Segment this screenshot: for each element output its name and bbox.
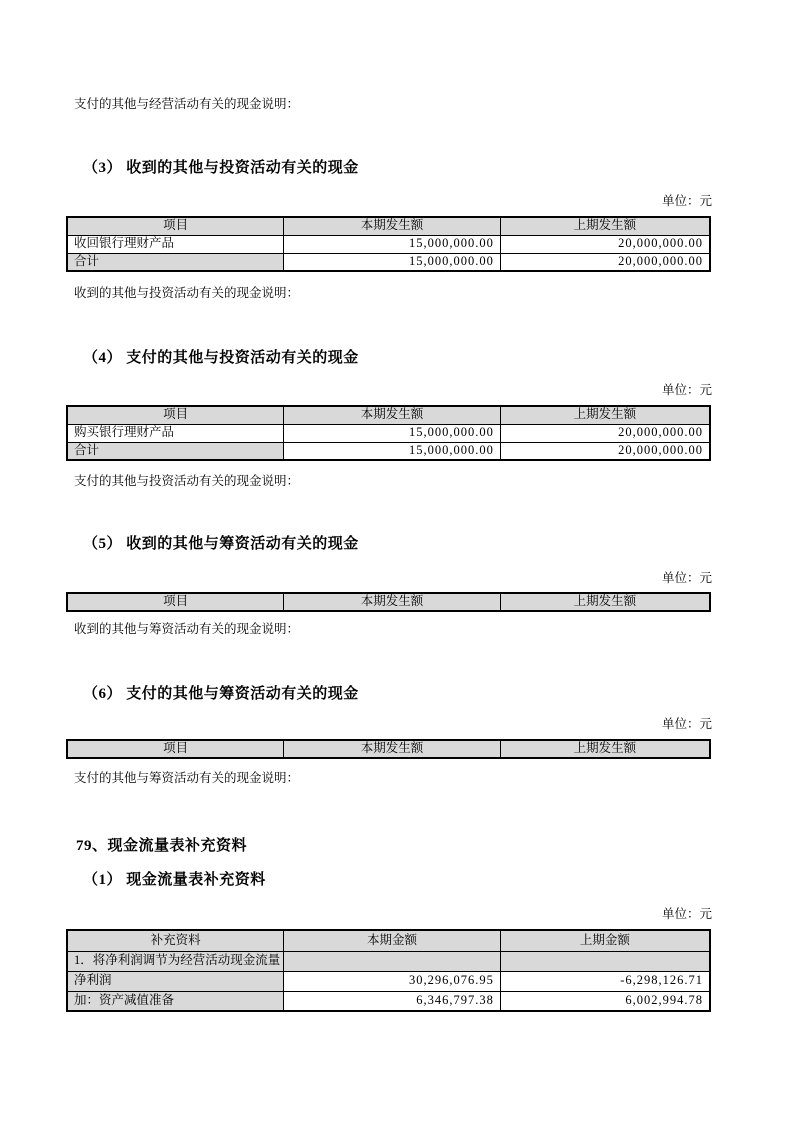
row-label-cell: 收回银行理财产品 (67, 235, 284, 253)
amount-cell-prior: 20,000,000.00 (500, 235, 710, 253)
amount-cell-current: 15,000,000.00 (284, 235, 501, 253)
group-label-cell: 1．将净利润调节为经营活动现金流量 (67, 951, 284, 971)
unit-label: 单位：元 (661, 383, 712, 397)
table-header-row (67, 740, 710, 758)
column-header-prior: 上期发生额 (500, 740, 710, 758)
table-row (67, 991, 710, 1011)
column-header-item: 项目 (67, 740, 284, 758)
amount-cell-prior (500, 951, 710, 971)
section-heading-3: （3） 收到的其他与投资活动有关的现金 (83, 160, 359, 176)
unit-label: 单位：元 (661, 194, 712, 208)
amount-cell-current: 15,000,000.00 (284, 253, 501, 271)
amount-cell-prior: 20,000,000.00 (500, 442, 710, 460)
unit-label: 单位：元 (661, 907, 712, 921)
section-heading-5: （5） 收到的其他与筹资活动有关的现金 (83, 536, 359, 552)
unit-label: 单位：元 (661, 571, 712, 585)
note-investing-cash-received: 收到的其他与投资活动有关的现金说明： (74, 286, 300, 300)
total-label-cell: 合计 (67, 442, 284, 460)
table-total-row (67, 253, 710, 271)
section-heading-6: （6） 支付的其他与筹资活动有关的现金 (83, 686, 359, 702)
table-total-row (67, 442, 710, 460)
table-row (67, 424, 710, 442)
amount-cell-current: 15,000,000.00 (284, 442, 501, 460)
table-header-row (67, 217, 710, 235)
column-header-prior: 上期金额 (500, 930, 710, 951)
row-label-cell: 加：资产减值准备 (67, 991, 284, 1011)
section-heading-4: （4） 支付的其他与投资活动有关的现金 (83, 350, 359, 366)
table-other-investing-paid (66, 405, 711, 461)
column-header-item: 项目 (67, 217, 284, 235)
amount-cell-prior: 20,000,000.00 (500, 424, 710, 442)
amount-cell-prior: 20,000,000.00 (500, 253, 710, 271)
column-header-item: 项目 (67, 406, 284, 424)
table-other-financing-received (66, 592, 711, 612)
note-investing-cash-paid: 支付的其他与投资活动有关的现金说明： (74, 474, 300, 488)
column-header-supplement: 补充资料 (67, 930, 284, 951)
note-financing-cash-paid: 支付的其他与筹资活动有关的现金说明： (74, 771, 300, 785)
amount-cell-current: 15,000,000.00 (284, 424, 501, 442)
amount-cell-prior: -6,298,126.71 (500, 971, 710, 991)
table-header-row (67, 930, 710, 951)
table-header-row (67, 406, 710, 424)
amount-cell-current (284, 951, 501, 971)
column-header-current: 本期发生额 (284, 217, 501, 235)
column-header-current: 本期发生额 (284, 593, 501, 611)
table-row (67, 971, 710, 991)
unit-label: 单位：元 (661, 717, 712, 731)
note-financing-cash-received: 收到的其他与筹资活动有关的现金说明： (74, 622, 300, 636)
column-header-current: 本期发生额 (284, 406, 501, 424)
table-group-row (67, 951, 710, 971)
amount-cell-current: 6,346,797.38 (284, 991, 501, 1011)
amount-cell-prior: 6,002,994.78 (500, 991, 710, 1011)
table-cash-flow-supplement (66, 929, 711, 1012)
table-other-financing-paid (66, 739, 711, 759)
section-heading-79: 79、现金流量表补充资料 (76, 838, 248, 854)
table-other-investing-received (66, 216, 711, 272)
total-label-cell: 合计 (67, 253, 284, 271)
column-header-current: 本期金额 (284, 930, 501, 951)
row-label-cell: 购买银行理财产品 (67, 424, 284, 442)
column-header-prior: 上期发生额 (500, 593, 710, 611)
table-row (67, 235, 710, 253)
section-heading-79-1: （1） 现金流量表补充资料 (83, 872, 266, 888)
note-operating-cash-paid: 支付的其他与经营活动有关的现金说明： (74, 97, 300, 111)
column-header-prior: 上期发生额 (500, 217, 710, 235)
table-header-row (67, 593, 710, 611)
amount-cell-current: 30,296,076.95 (284, 971, 501, 991)
column-header-prior: 上期发生额 (500, 406, 710, 424)
column-header-item: 项目 (67, 593, 284, 611)
row-label-cell: 净利润 (67, 971, 284, 991)
column-header-current: 本期发生额 (284, 740, 501, 758)
